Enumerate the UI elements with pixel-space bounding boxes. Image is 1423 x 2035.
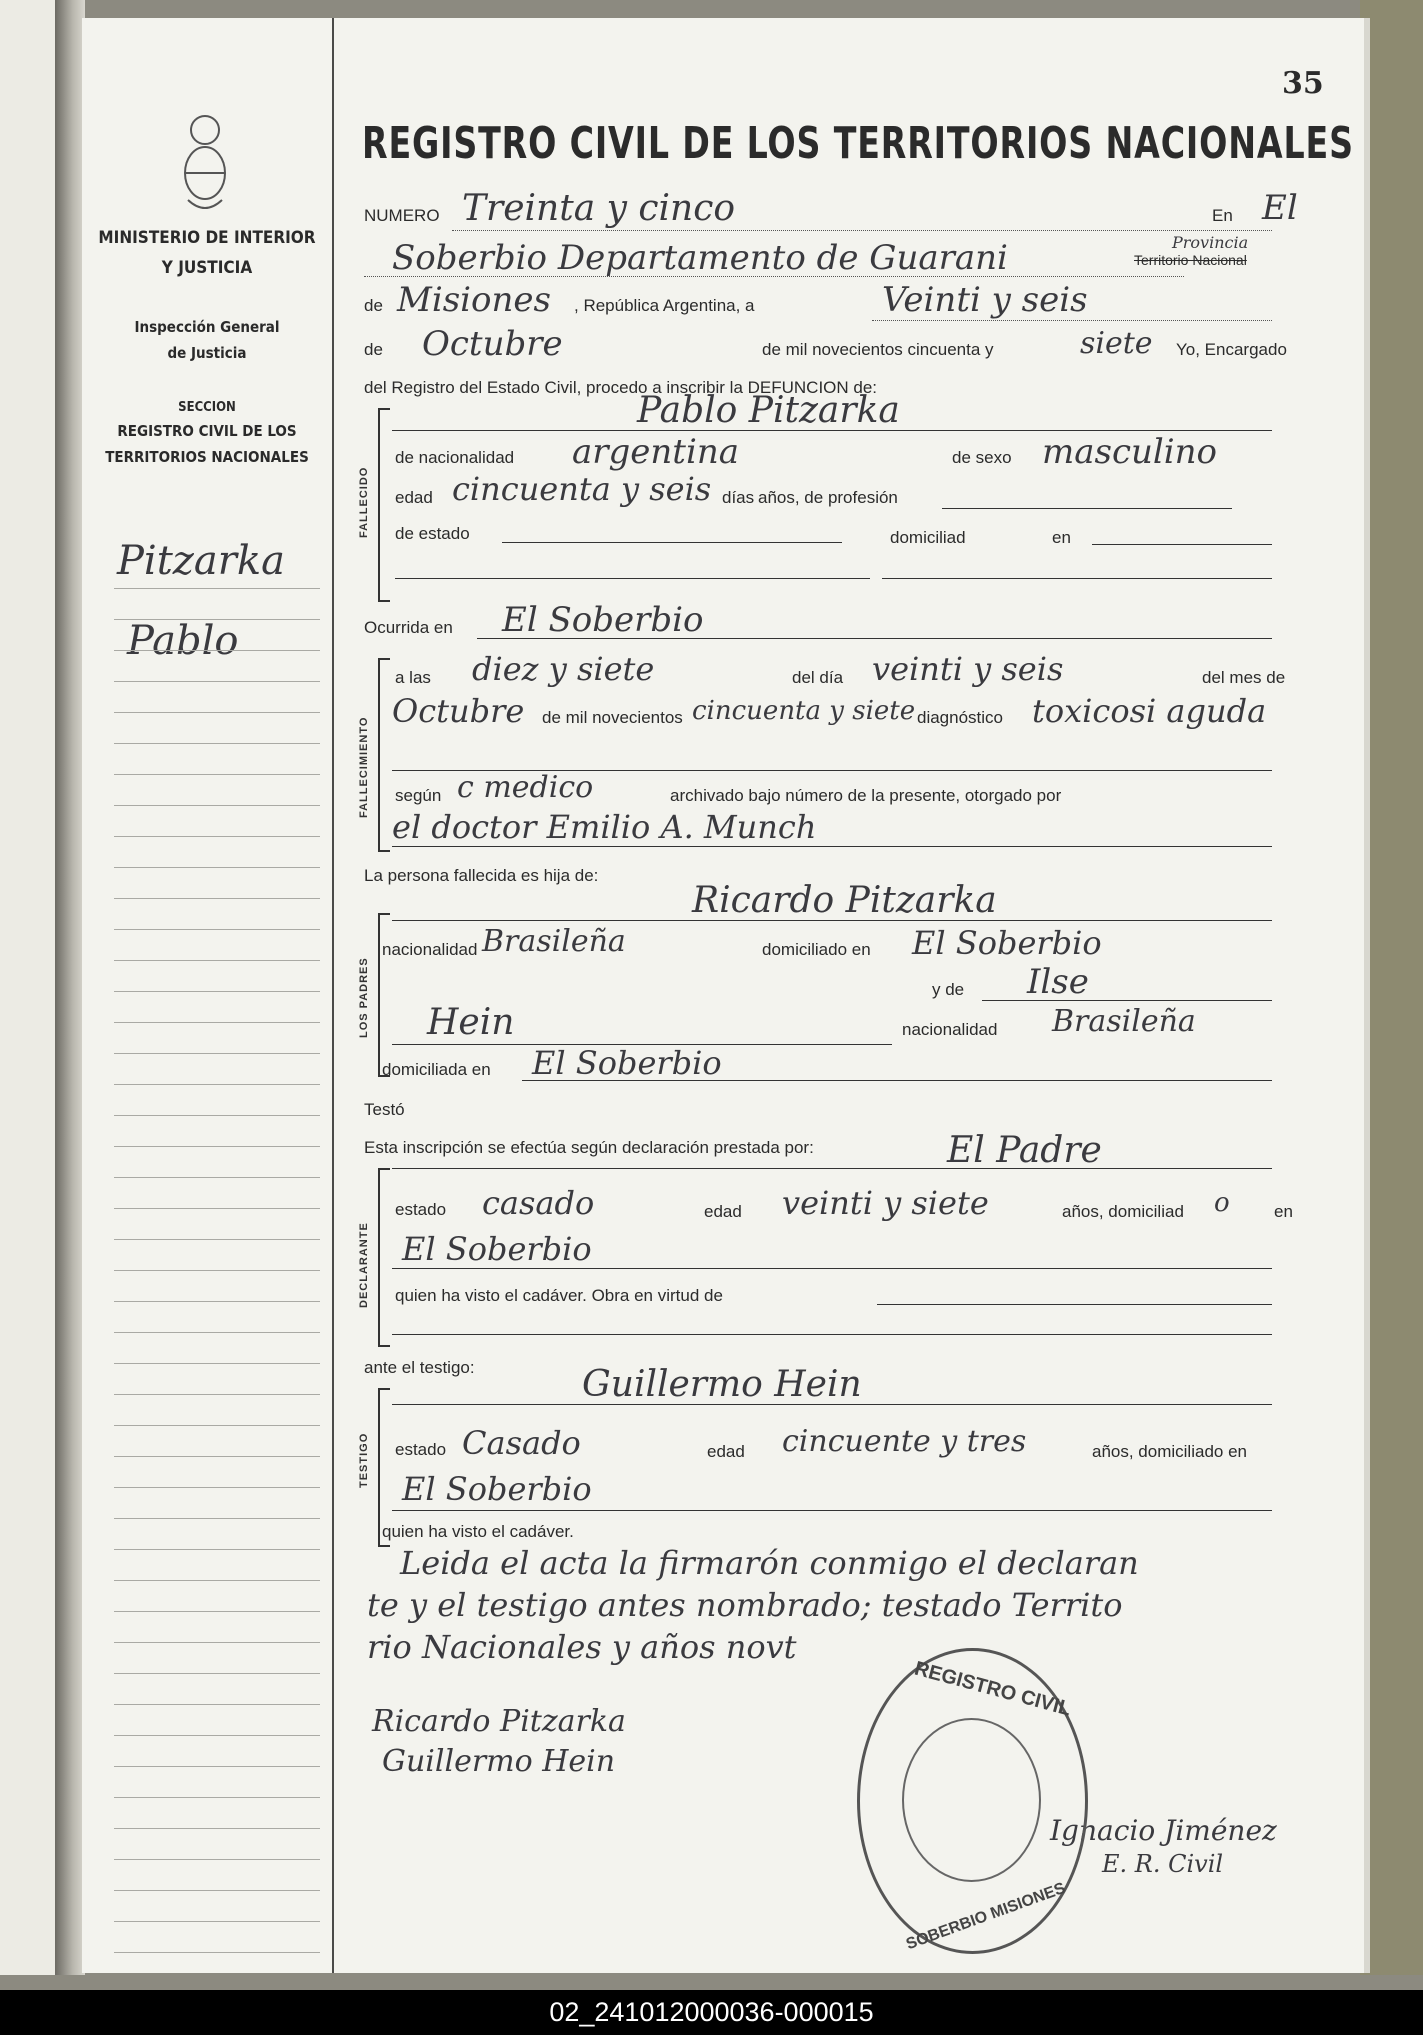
line-extra-2: [882, 578, 1272, 579]
stamp-top-text: REGISTRO CIVIL: [912, 1657, 1074, 1721]
stub-ministry-1: MINISTERIO DE INTERIOR: [98, 228, 316, 248]
label-t-estado: estado: [395, 1440, 447, 1459]
closing-line-2: te y el testigo antes nombrado; testado Territo: [367, 1586, 1123, 1624]
stub-given-name: Pablo: [127, 618, 239, 664]
label-domiciliada: domiciliada en: [382, 1060, 491, 1079]
label-domiciliado: domiciliad: [890, 528, 966, 547]
value-padre-dom: El Soberbio: [912, 924, 1102, 962]
value-t-edad: cincuente y tres: [782, 1424, 1027, 1459]
stub-ruled-line: [114, 650, 320, 651]
label-de: de: [364, 296, 383, 315]
label-del-dia: del día: [792, 668, 844, 687]
label-declarante: DECLARANTE: [358, 1222, 370, 1308]
previous-page-edge: [0, 0, 57, 1975]
label-de2: de: [364, 340, 383, 359]
label-testo: Testó: [364, 1100, 405, 1119]
stub-ruled-line: [114, 588, 320, 589]
label-nacionalidad: de nacionalidad: [395, 448, 515, 467]
value-dia: veinti y seis: [872, 650, 1064, 688]
closing-line-1: Leida el acta la firmarón conmigo el declaran: [400, 1544, 1139, 1582]
value-d-estado: casado: [482, 1184, 595, 1222]
value-edad: cincuenta y seis: [452, 470, 712, 508]
value-dia-registro: Veinti y seis: [882, 280, 1088, 320]
value-madre-apellido: Hein: [427, 1002, 515, 1043]
value-diagnostico: toxicosi aguda: [1032, 692, 1267, 730]
stub-ruled-line: [114, 1022, 320, 1023]
label-p-domiciliado: domiciliado en: [762, 940, 871, 959]
line-testigo: [392, 1404, 1272, 1405]
value-madre-nac: Brasileña: [1052, 1004, 1196, 1039]
signature-padre: Ricardo Pitzarka: [372, 1704, 626, 1739]
label-en2: en: [1052, 528, 1071, 547]
value-hora: diez y siete: [472, 650, 655, 688]
stub-ruled-line: [114, 805, 320, 806]
label-edad: edad: [395, 488, 433, 507]
line-place: [364, 276, 1184, 277]
label-p-nacionalidad2: nacionalidad: [902, 1020, 998, 1039]
label-estado: de estado: [395, 524, 470, 543]
label-d-anos: años, domiciliad: [1062, 1202, 1184, 1221]
stub-ruled-line: [114, 1456, 320, 1457]
stub-ruled-line: [114, 1797, 320, 1798]
stub-ruled-line: [114, 1580, 320, 1581]
stub-ruled-line: [114, 1673, 320, 1674]
stub-ruled-line: [114, 1115, 320, 1116]
stub-ruled-line: [114, 1332, 320, 1333]
label-ocurrida: Ocurrida en: [364, 618, 453, 637]
line-d-extra: [392, 1334, 1272, 1335]
value-provincia: Provincia: [1172, 233, 1249, 252]
stub-ruled-line: [114, 960, 320, 961]
image-id-footer: 02_241012000036-000015: [0, 1990, 1423, 2035]
value-en: El: [1262, 188, 1298, 228]
label-d-estado: estado: [395, 1200, 447, 1219]
stub-ruled-line: [114, 743, 320, 744]
stub-ruled-line: [114, 1270, 320, 1271]
label-archivado: archivado bajo número de la presente, otorgado por: [670, 786, 1062, 805]
bracket-fallecimiento: [378, 658, 390, 852]
label-anos-profesion: años, de profesión: [758, 488, 898, 507]
value-declarante: El Padre: [947, 1130, 1102, 1171]
value-padre: Ricardo Pitzarka: [692, 880, 997, 921]
stub-ruled-line: [114, 929, 320, 930]
stub-ruled-line: [114, 1952, 320, 1953]
stub-ruled-line: [114, 1766, 320, 1767]
label-en: En: [1212, 206, 1233, 225]
document-title: REGISTRO CIVIL DE LOS TERRITORIOS NACIONALES: [362, 118, 1354, 169]
stub-ruled-line: [114, 1177, 320, 1178]
stub-ministry-2: Y JUSTICIA: [161, 258, 253, 278]
stub-ruled-line: [114, 681, 320, 682]
value-otorgado: el doctor Emilio A. Munch: [392, 808, 817, 846]
stub-ruled-line: [114, 1301, 320, 1302]
stub-ruled-line: [114, 1394, 320, 1395]
stub-ruled-line: [114, 991, 320, 992]
value-d-edad: veinti y siete: [782, 1184, 989, 1222]
stub-ruled-line: [114, 1611, 320, 1612]
bracket-padres: [378, 913, 390, 1077]
line-d-en: [392, 1268, 1272, 1269]
stub-ruled-line: [114, 1642, 320, 1643]
value-mes: Octubre: [392, 692, 525, 730]
line-madre: [982, 1000, 1272, 1001]
value-fallecido: Pablo Pitzarka: [637, 390, 900, 431]
stub-ruled-line: [114, 1828, 320, 1829]
line-padre: [392, 920, 1272, 921]
stub-inspection-1: Inspección General: [134, 318, 280, 336]
stub-inspection-2: de Justicia: [167, 344, 247, 362]
label-mil2: de mil novecientos: [542, 708, 683, 727]
coat-of-arms-icon: [180, 108, 230, 218]
value-d-en: El Soberbio: [402, 1230, 592, 1268]
value-t-estado: Casado: [462, 1424, 581, 1462]
signature-title: E. R. Civil: [1102, 1850, 1224, 1878]
stub-ruled-line: [114, 619, 320, 620]
label-a-las: a las: [395, 668, 431, 687]
stub-ruled-line: [114, 1859, 320, 1860]
register-page: [82, 18, 1370, 1973]
stub-ruled-line: [114, 898, 320, 899]
label-d-quien: quien ha visto el cadáver. Obra en virtud de: [395, 1286, 723, 1305]
stub-section-2: REGISTRO CIVIL DE LOS: [117, 422, 297, 440]
line-extra-1: [395, 578, 870, 579]
stub-ruled-line: [114, 1704, 320, 1705]
value-provincia-name: Misiones: [397, 280, 551, 320]
value-t-dom: El Soberbio: [402, 1470, 592, 1508]
label-del-mes: del mes de: [1202, 668, 1286, 687]
stub-ruled-line: [114, 1084, 320, 1085]
line-declarante: [392, 1168, 1272, 1169]
book-binding: [55, 0, 85, 1975]
label-hija-de: La persona fallecida es hija de:: [364, 866, 599, 885]
value-ocurrida: El Soberbio: [502, 600, 704, 640]
stamp-bottom-text: SOBERBIO MISIONES: [903, 1879, 1068, 1954]
label-t-quien: quien ha visto el cadáver.: [382, 1522, 574, 1541]
line-madre-dom: [522, 1080, 1272, 1081]
stub-ruled-line: [114, 867, 320, 868]
bracket-declarante: [378, 1168, 390, 1347]
label-fallecido: FALLECIDO: [358, 466, 370, 538]
stub-ruled-line: [114, 1735, 320, 1736]
line-ocurrida: [477, 638, 1272, 639]
label-t-edad: edad: [707, 1442, 745, 1461]
signature-encargado: Ignacio Jiménez: [1050, 1814, 1277, 1847]
line-profesion: [942, 508, 1232, 509]
label-dias: días: [722, 488, 755, 507]
stub-ruled-line: [114, 1053, 320, 1054]
line-otorgado: [392, 846, 1272, 847]
value-segun: c medico: [457, 770, 594, 805]
closing-line-3: rio Nacionales y años novt: [367, 1628, 797, 1666]
value-mes-registro: Octubre: [422, 324, 563, 364]
stub-ruled-line: [114, 836, 320, 837]
value-madre-dom: El Soberbio: [532, 1044, 722, 1082]
stub-ruled-line: [114, 774, 320, 775]
line-domicilio: [1092, 544, 1272, 545]
value-sexo: masculino: [1042, 432, 1218, 472]
stub-ruled-line: [114, 1239, 320, 1240]
line-d-quien: [877, 1304, 1272, 1305]
stub-ruled-line: [114, 1425, 320, 1426]
label-diagnostico: diagnóstico: [917, 708, 1004, 727]
stub-ruled-line: [114, 1487, 320, 1488]
label-del-registro: del Registro del Estado Civil, procedo a inscribir la DEFUNCION de:: [364, 378, 878, 397]
value-padre-nac: Brasileña: [482, 924, 626, 959]
stub-ruled-line: [114, 1208, 320, 1209]
label-d-edad: edad: [704, 1202, 742, 1221]
label-republica: , República Argentina, a: [574, 296, 755, 315]
label-yo: Yo, Encargado: [1176, 340, 1287, 359]
label-inscripcion: Esta inscripción se efectúa según declaración prestada por:: [364, 1138, 814, 1157]
stub-ruled-line: [114, 1890, 320, 1891]
bracket-fallecido: [378, 408, 390, 602]
label-segun: según: [395, 786, 442, 805]
stub-ruled-line: [114, 1146, 320, 1147]
stub-surname: Pitzarka: [117, 538, 285, 584]
value-nacionalidad: argentina: [572, 432, 740, 472]
label-t-anos: años, domiciliado en: [1092, 1442, 1247, 1461]
label-testigo: TESTIGO: [358, 1432, 370, 1488]
label-sexo: de sexo: [952, 448, 1012, 467]
label-territorio: Territorio Nacional: [1134, 252, 1247, 268]
line-estado: [502, 542, 842, 543]
label-mil1: de mil novecientos cincuenta y: [762, 340, 994, 359]
label-y-de: y de: [932, 980, 965, 999]
line-dia: [872, 320, 1272, 321]
stamp-coat-of-arms-icon: [902, 1718, 1041, 1882]
value-ano-registro: siete: [1080, 326, 1153, 361]
value-d-dom-suffix: o: [1214, 1188, 1230, 1218]
value-testigo: Guillermo Hein: [582, 1364, 862, 1405]
stub-column: [82, 18, 334, 1973]
stub-section-1: SECCION: [178, 400, 236, 415]
label-numero: NUMERO: [364, 206, 440, 225]
stub-ruled-line: [114, 712, 320, 713]
line-t-dom: [392, 1510, 1272, 1511]
value-numero: Treinta y cinco: [462, 188, 736, 229]
stub-ruled-line: [114, 1363, 320, 1364]
stub-ruled-line: [114, 1518, 320, 1519]
label-fallecimiento: FALLECIMIENTO: [358, 716, 370, 818]
stub-section-3: TERRITORIOS NACIONALES: [105, 448, 309, 466]
value-madre-nombre: Ilse: [1027, 962, 1089, 1002]
line-numero: [452, 230, 1272, 231]
page-number: 35: [1282, 66, 1324, 101]
value-ano: cincuenta y siete: [692, 696, 916, 726]
stub-ruled-line: [114, 1921, 320, 1922]
label-d-en: en: [1274, 1202, 1293, 1221]
value-place: Soberbio Departamento de Guarani: [392, 238, 1008, 278]
line-fallecido: [392, 430, 1272, 431]
signature-testigo: Guillermo Hein: [382, 1744, 616, 1779]
label-ante: ante el testigo:: [364, 1358, 475, 1377]
label-p-nacionalidad: nacionalidad: [382, 940, 478, 959]
stub-ruled-line: [114, 1549, 320, 1550]
label-padres: LOS PADRES: [358, 957, 370, 1038]
